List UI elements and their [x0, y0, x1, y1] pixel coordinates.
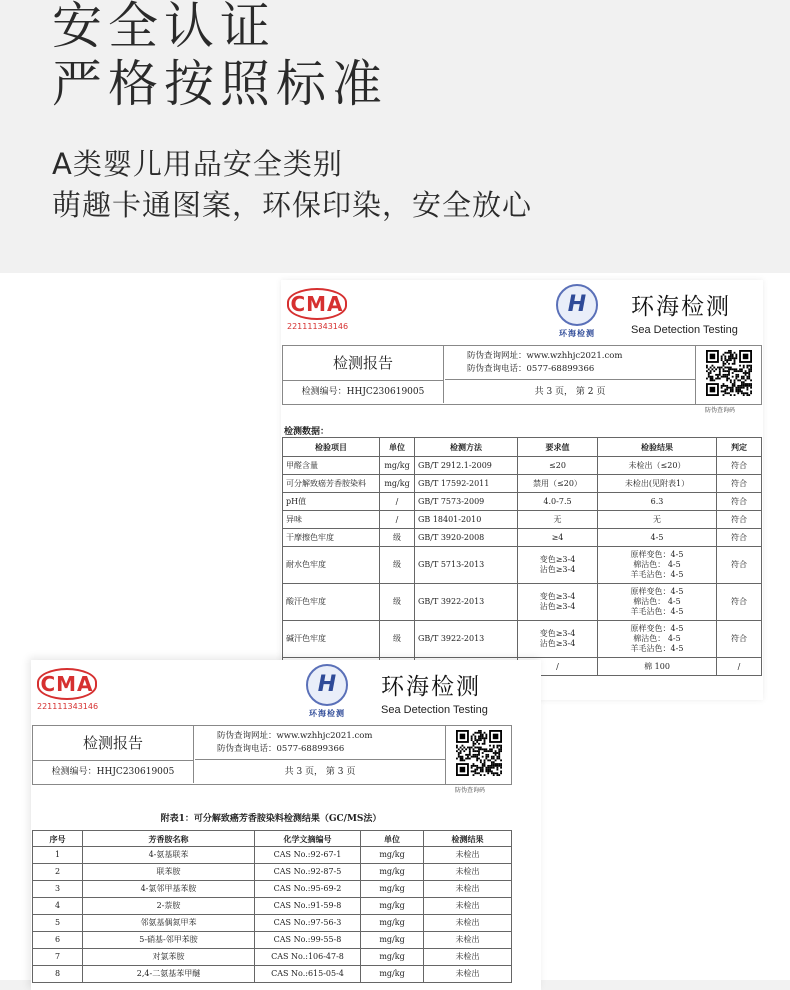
appendix-title: 附表1：可分解致癌芳香胺染料检测结果（GC/MS法）: [160, 814, 382, 824]
table-cell: GB/T 3922-2013: [415, 584, 518, 621]
table-row: [283, 511, 762, 529]
table-cell: 3: [33, 881, 83, 898]
table-cell: ≥4: [518, 529, 598, 547]
cma-logo-icon: CMA: [37, 668, 97, 700]
table-cell: 级: [380, 529, 415, 547]
report-code: 检测编号：HHJC230619005: [283, 381, 444, 403]
table-cell: [518, 547, 598, 584]
table-cell: CAS No.:95-69-2: [255, 881, 361, 898]
hero-subtitle-line2: 萌趣卡通图案，环保印染，安全放心: [52, 188, 533, 222]
req-line: 沾色≥3-4: [539, 602, 576, 611]
table-cell: mg/kg: [361, 898, 424, 915]
report-page-2: [281, 280, 763, 700]
table-cell: CAS No.:91-59-8: [255, 898, 361, 915]
table-cell: 无: [518, 511, 598, 529]
column-header: 检验项目: [283, 438, 380, 457]
table-row: [283, 493, 762, 511]
table-row: [283, 547, 762, 584]
table-header-row: [33, 831, 512, 847]
column-header: 检验结果: [598, 438, 717, 457]
table-cell: [598, 584, 717, 621]
table-cell: 级: [380, 584, 415, 621]
column-header: 序号: [33, 831, 83, 847]
qr-code-icon: [456, 730, 502, 776]
lab-brand: [631, 288, 738, 336]
cma-logo-icon: CMA: [287, 288, 347, 320]
cma-number: 221111343146: [287, 322, 349, 331]
table-cell: 可分解致癌芳香胺染料: [283, 475, 380, 493]
table-row: [33, 847, 512, 864]
result-line: 棉沾色： 4-5: [633, 560, 681, 569]
table-row: [283, 529, 762, 547]
table-cell: 未检出（≤20）: [598, 457, 717, 475]
table-cell: 1: [33, 847, 83, 864]
table-cell: CAS No.:92-67-1: [255, 847, 361, 864]
report-code: 检测编号：HHJC230619005: [33, 761, 194, 783]
result-line: 原样变色：4-5: [630, 550, 684, 559]
table-row: [283, 621, 762, 658]
table-cell: GB/T 7573-2009: [415, 493, 518, 511]
table-cell: 6: [33, 932, 83, 949]
result-line: 羊毛沾色：4-5: [630, 644, 684, 653]
table-cell: GB/T 3920-2008: [415, 529, 518, 547]
data-title: 检测数据：: [284, 427, 330, 437]
cma-seal: [37, 668, 97, 711]
table-cell: GB/T 17592-2011: [415, 475, 518, 493]
lab-brand-cn: 环海检测: [381, 674, 481, 700]
table-cell: GB/T 5713-2013: [415, 547, 518, 584]
table-cell: 4-氯邻甲基苯胺: [83, 881, 255, 898]
table-cell: 5-硝基-邻甲苯胺: [83, 932, 255, 949]
report-title: 检测报告: [283, 346, 444, 381]
table-cell: [598, 547, 717, 584]
table-cell: 未检出: [424, 915, 512, 932]
table-cell: /: [380, 493, 415, 511]
lab-logo-label: 环海检测: [309, 708, 345, 718]
table-cell: 级: [380, 547, 415, 584]
table-cell: mg/kg: [361, 949, 424, 966]
req-line: 变色≥3-4: [539, 555, 576, 564]
result-line: 棉沾色： 4-5: [633, 634, 681, 643]
column-header: 要求值: [518, 438, 598, 457]
table-cell: GB/T 2912.1-2009: [415, 457, 518, 475]
table-cell: 符合: [717, 457, 762, 475]
result-line: 棉沾色： 4-5: [633, 597, 681, 606]
table-cell: ≤20: [518, 457, 598, 475]
table-cell: 无: [598, 511, 717, 529]
table-cell: 8: [33, 966, 83, 983]
table-cell: 符合: [717, 621, 762, 658]
table-cell: 异味: [283, 511, 380, 529]
column-header: 检测结果: [424, 831, 512, 847]
report-header-table: [32, 725, 512, 785]
table-cell: 未检出: [424, 932, 512, 949]
table-cell: mg/kg: [361, 932, 424, 949]
table-cell: 4-5: [598, 529, 717, 547]
table-row: [33, 915, 512, 932]
table-cell: 2: [33, 864, 83, 881]
table-cell: 未检出: [424, 881, 512, 898]
qr-code-icon: [706, 350, 752, 396]
lab-brand: [381, 668, 488, 716]
table-cell: 符合: [717, 511, 762, 529]
table-cell: GB/T 3922-2013: [415, 621, 518, 658]
column-header: 化学文摘编号: [255, 831, 361, 847]
qr-label: 防伪查询码: [455, 787, 486, 794]
column-header: 芳香胺名称: [83, 831, 255, 847]
table-cell: mg/kg: [361, 847, 424, 864]
column-header: 检测方法: [415, 438, 518, 457]
test-data-table: [282, 437, 762, 676]
table-cell: CAS No.:615-05-4: [255, 966, 361, 983]
report-page-3: [31, 660, 541, 990]
table-cell: 级: [380, 621, 415, 658]
table-cell: 2-萘胺: [83, 898, 255, 915]
table-row: [33, 864, 512, 881]
amine-result-table: [32, 830, 512, 983]
table-row: [33, 932, 512, 949]
table-cell: 甲醛含量: [283, 457, 380, 475]
table-cell: 干摩擦色牢度: [283, 529, 380, 547]
table-cell: 棉 100: [598, 658, 717, 676]
anti-fake-tel: 防伪查询电话：0577-68899366: [217, 744, 345, 754]
lab-brand-cn: 环海检测: [631, 294, 731, 320]
table-cell: 符合: [717, 529, 762, 547]
column-header: 单位: [361, 831, 424, 847]
table-cell: 禁用（≤20）: [518, 475, 598, 493]
table-cell: mg/kg: [361, 864, 424, 881]
req-line: 沾色≥3-4: [539, 565, 576, 574]
table-cell: CAS No.:92-87-5: [255, 864, 361, 881]
req-line: 变色≥3-4: [539, 629, 576, 638]
qr-label: 防伪查询码: [705, 407, 736, 414]
lab-brand-en: Sea Detection Testing: [381, 704, 488, 716]
result-line: 原样变色：4-5: [630, 624, 684, 633]
table-cell: 未检出: [424, 949, 512, 966]
table-cell: 符合: [717, 493, 762, 511]
anti-fake-url: 防伪查询网址：www.wzhhjc2021.com: [217, 731, 373, 741]
table-cell: CAS No.:99-55-8: [255, 932, 361, 949]
lab-logo: [303, 664, 351, 719]
table-cell: /: [717, 658, 762, 676]
table-cell: /: [518, 658, 598, 676]
table-cell: mg/kg: [380, 457, 415, 475]
table-cell: 未检出(见附表1）: [598, 475, 717, 493]
table-cell: 7: [33, 949, 83, 966]
lab-logo-icon: H: [306, 664, 348, 706]
hero-subtitle-line1: A类婴儿用品安全类别: [52, 147, 343, 181]
table-row: [33, 949, 512, 966]
table-cell: /: [380, 511, 415, 529]
result-line: 原样变色：4-5: [630, 587, 684, 596]
lab-logo: [553, 284, 601, 339]
cma-number: 221111343146: [37, 702, 99, 711]
qr-cell: [695, 346, 762, 404]
table-cell: 酸汗色牢度: [283, 584, 380, 621]
table-cell: 2,4-二氨基苯甲醚: [83, 966, 255, 983]
page-info: 共 3 页， 第 2 页: [534, 387, 606, 397]
table-cell: 4: [33, 898, 83, 915]
table-cell: 4.0-7.5: [518, 493, 598, 511]
table-cell: 联苯胺: [83, 864, 255, 881]
table-row: [283, 475, 762, 493]
table-cell: CAS No.:106-47-8: [255, 949, 361, 966]
hero-title-line1: 安全认证: [52, 0, 276, 55]
qr-cell: [445, 726, 512, 784]
anti-fake-tel: 防伪查询电话：0577-68899366: [467, 364, 595, 374]
table-cell: 5: [33, 915, 83, 932]
result-line: 羊毛沾色：4-5: [630, 607, 684, 616]
table-cell: [598, 621, 717, 658]
table-cell: 符合: [717, 584, 762, 621]
table-header-row: [283, 438, 762, 457]
anti-fake-url: 防伪查询网址：www.wzhhjc2021.com: [467, 351, 623, 361]
table-cell: CAS No.:97-56-3: [255, 915, 361, 932]
report-header-table: [282, 345, 762, 405]
anti-fake-info: [445, 346, 695, 380]
column-header: 单位: [380, 438, 415, 457]
table-row: [283, 584, 762, 621]
table-row: [283, 457, 762, 475]
table-cell: 邻氨基偶氮甲苯: [83, 915, 255, 932]
page-info: 共 3 页， 第 3 页: [284, 767, 356, 777]
req-line: 沾色≥3-4: [539, 639, 576, 648]
table-cell: mg/kg: [380, 475, 415, 493]
req-line: 变色≥3-4: [539, 592, 576, 601]
lab-brand-en: Sea Detection Testing: [631, 324, 738, 336]
table-row: [33, 881, 512, 898]
hero-title-line2: 严格按照标准: [52, 55, 388, 113]
lab-logo-icon: H: [556, 284, 598, 326]
table-cell: mg/kg: [361, 881, 424, 898]
table-cell: 4-氨基联苯: [83, 847, 255, 864]
table-cell: [518, 621, 598, 658]
table-cell: 未检出: [424, 847, 512, 864]
lab-logo-label: 环海检测: [559, 328, 595, 338]
anti-fake-info: [195, 726, 445, 760]
report-title: 检测报告: [33, 726, 194, 761]
table-cell: 6.3: [598, 493, 717, 511]
table-cell: 未检出: [424, 864, 512, 881]
table-cell: 未检出: [424, 898, 512, 915]
table-cell: [518, 584, 598, 621]
table-cell: 符合: [717, 547, 762, 584]
table-cell: mg/kg: [361, 966, 424, 983]
table-cell: 碱汗色牢度: [283, 621, 380, 658]
table-cell: mg/kg: [361, 915, 424, 932]
table-cell: 符合: [717, 475, 762, 493]
result-line: 羊毛沾色：4-5: [630, 570, 684, 579]
table-cell: pH值: [283, 493, 380, 511]
hero-banner: [0, 0, 790, 273]
table-cell: GB 18401-2010: [415, 511, 518, 529]
column-header: 判定: [717, 438, 762, 457]
table-row: [33, 898, 512, 915]
table-cell: 耐水色牢度: [283, 547, 380, 584]
table-cell: 对氯苯胺: [83, 949, 255, 966]
cma-seal: [287, 288, 347, 331]
table-cell: 未检出: [424, 966, 512, 983]
